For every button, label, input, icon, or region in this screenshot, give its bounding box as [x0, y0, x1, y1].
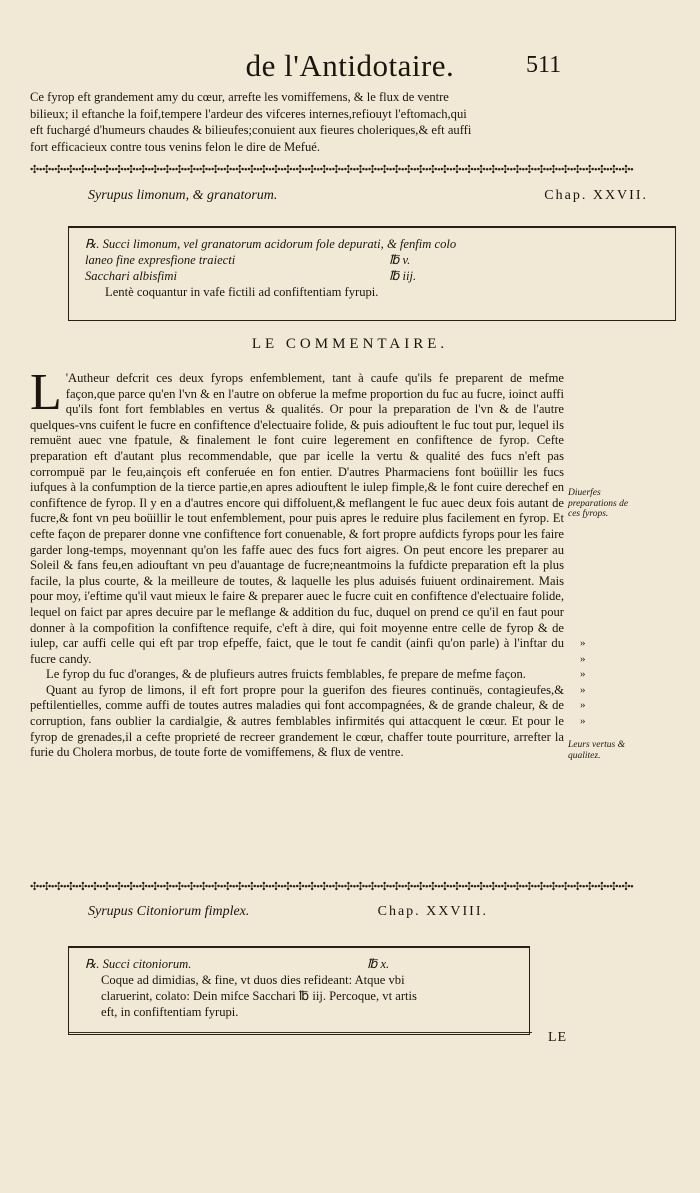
chapter-28-recipe-box: [68, 946, 530, 1035]
intro-line: bilieux; il eftanche la foif,tempere l'ardeur des vifceres internes,refiouyt l'eftomach,qui: [30, 106, 467, 121]
commentary-body: [30, 364, 565, 761]
commentary-paragraph: [30, 364, 565, 667]
recipe-line: [85, 972, 517, 988]
commentary-paragraph: Quant au fyrop de limons, il eft fort propre pour la guerifon des fieures continuës, contagieufes,& peftilentielles, comme auffi de toutes autres maladies qui font accompagnées, & de grande chaleur, & de corruption, fans oublier la cardialgie, & autres femblables infirmités qui attacquent le cœur. Et pour le fyrop de grenades,il a cefte proprieté de recreer grandement le cœur, chaffer toute pourriture, arrefter la furie du Cholera morbus, de toute forte de vomiffemens, & flux de ventre.: [30, 682, 564, 760]
running-title: de l'Antidotaire.: [245, 48, 455, 83]
recipe-ingredient: ℞. Succi citoniorum.: [85, 957, 192, 971]
recipe-line: [85, 252, 663, 268]
chapter-27-heading: [88, 188, 648, 204]
recipe-quantity: ℔ v.: [389, 253, 411, 267]
recipe-quantity: ℔ x.: [367, 957, 390, 971]
chapter-27-recipe-box: [68, 226, 676, 321]
recipe-quantity: ℔ iij.: [389, 269, 417, 283]
drop-cap: L: [30, 364, 62, 421]
recipe-line: [85, 236, 663, 252]
paragraph-text: 'Autheur defcrit ces deux fyrops enfemblement, tant à caufe qu'ils fe preparent de mefme façon,que parce qu'en l'vn & en l'autre on obferue la mefme proportion du fuc au fucre, ioinct auffi qu'ils font fort femblables en vertus & qualités. Or pour la preparation de l'vn & de l'autre quelques-vns cuifent le fucre en confiftence d'electuaire folide, & puis adiouftent le fuc tout pur, lequel ils remuënt auec vne fpatule, & finalement le font cuire legerement en confiftence de fyrop. Cefte preparation eft d'autant plus recommendable, que par icelle la vertu & qualité des fucs n'eft pas corrompuë par le feu,ainçois eft conferuée en fon entier. D'autres Pharmaciens font boüillir les fucs iufques à la confumption de la tierce partie,en apres adiouftent le iulep fimple,& le font cuire derechef en confiftence de fyrop. Il y en a d'autres encore qui diffoluent,& meflangent le fuc auec deux fois autant de fucre,& font vn peu boüillir le tout enfemblement, pour puis apres le reduire plus facilement en fyrop. Et cefte façon de preparer donne vne confiftence fort conuenable, & fort propre aufdicts fyrops pour les faire garder long-temps, moyennant qu'on les faffe auec des fucs fort aigres. On peut encore les preparer au Soleil & fans feu,en adiouftant vn peu d'auantage de fucre;neantmoins la fufdicte preparation eft la plus facile, la plus courte, & la meilleure de toutes, & laquelle les plus aduisés fuiuent ordinairement. Mais pour moy, i'eftime qu'il vaut mieux le faire & preparer auec le fucre cuit en confiftence d'electuaire folide, lequel on faict par apres decuire par le meflange & addition du fuc, duquel on prend ce qu'il en faut pour donner à la compofition la confiftence requife, c'eft à dire, qui foit moyenne entre celle de fyrop & de iulep, car auffi celle qui eft par trop efpeffe, faict, que le tout fe candit (ainfi qu'on parle) à l'inftar du fucre candy.: [30, 371, 565, 666]
chapter-28-heading: [88, 904, 488, 920]
recipe-line: [85, 956, 517, 972]
recipe-line: [85, 988, 517, 1004]
intro-line: Ce fyrop eft grandement amy du cœur, arrefte les vomiffemens, & le flux de ventre: [30, 90, 449, 104]
recipe-line: [85, 284, 663, 300]
margin-note: Diuerfes preparations de ces fyrops.: [568, 488, 629, 519]
intro-line: eft fuchargé d'humeurs chaudes & bilieufes;conuient aux fieures choleriques,& eft auffi: [30, 123, 472, 137]
recipe-line: [85, 268, 663, 284]
chapter-28-latin-title: Syrupus Citoniorum fimplex.: [88, 904, 250, 919]
commentary-paragraph: Le fyrop du fuc d'oranges, & de plufieurs autres fruicts femblables, fe prepare de mefme façon.: [46, 667, 526, 682]
margin-note: Leurs vertus & qualitez.: [568, 740, 625, 761]
recipe-line: [85, 1004, 517, 1020]
bottom-rule: [68, 1032, 532, 1033]
chapter-28-number: Chap. XXVIII.: [377, 904, 488, 919]
ornament-rule: ✣•✣•✣•✣•✣•✣•✣•✣•✣•✣•✣•✣•✣•✣•✣•✣•✣•✣•✣•✣•✣•✣•✣•✣•✣•✣•✣•✣•✣•✣•✣•✣•✣•✣•✣•✣•✣•✣•✣•✣•✣•✣•✣•✣•✣•✣•✣•✣•✣•✣•: [30, 164, 634, 175]
intro-line: fort efficacieux contre tous venins felon le dire de Mefué.: [30, 139, 321, 154]
intro-paragraph: [30, 89, 666, 155]
recipe-instruction: eft, in confiftentiam fyrupi.: [101, 1005, 239, 1019]
commentary-heading: LE COMMENTAIRE.: [251, 336, 449, 352]
recipe-instruction: Lentè coquantur in vafe fictili ad confiftentiam fyrupi.: [105, 285, 379, 299]
catchword: LE: [548, 1030, 568, 1045]
chapter-27-latin-title: Syrupus limonum, & granatorum.: [88, 188, 278, 203]
recipe-ingredient: laneo fine expresfione traiecti: [85, 253, 236, 267]
recipe-ingredient: Sacchari albisfimi: [85, 269, 177, 283]
recipe-instruction: claruerint, colato: Dein mifce Sacchari ℔ iij. Percoque, vt artis: [101, 989, 417, 1003]
chapter-27-number: Chap. XXVII.: [544, 188, 648, 203]
quotation-marks: » » » » » »: [580, 637, 586, 727]
recipe-ingredient: ℞. Succi limonum, vel granatorum acidorum fole depurati, & fenfim colo: [85, 237, 457, 251]
page-number: 511: [526, 52, 562, 78]
recipe-instruction: Coque ad dimidias, & fine, vt duos dies refideant: Atque vbi: [101, 973, 405, 987]
ornament-rule: ✣•✣•✣•✣•✣•✣•✣•✣•✣•✣•✣•✣•✣•✣•✣•✣•✣•✣•✣•✣•✣•✣•✣•✣•✣•✣•✣•✣•✣•✣•✣•✣•✣•✣•✣•✣•✣•✣•✣•✣•✣•✣•✣•✣•✣•✣•✣•✣•✣•✣•: [30, 881, 634, 892]
